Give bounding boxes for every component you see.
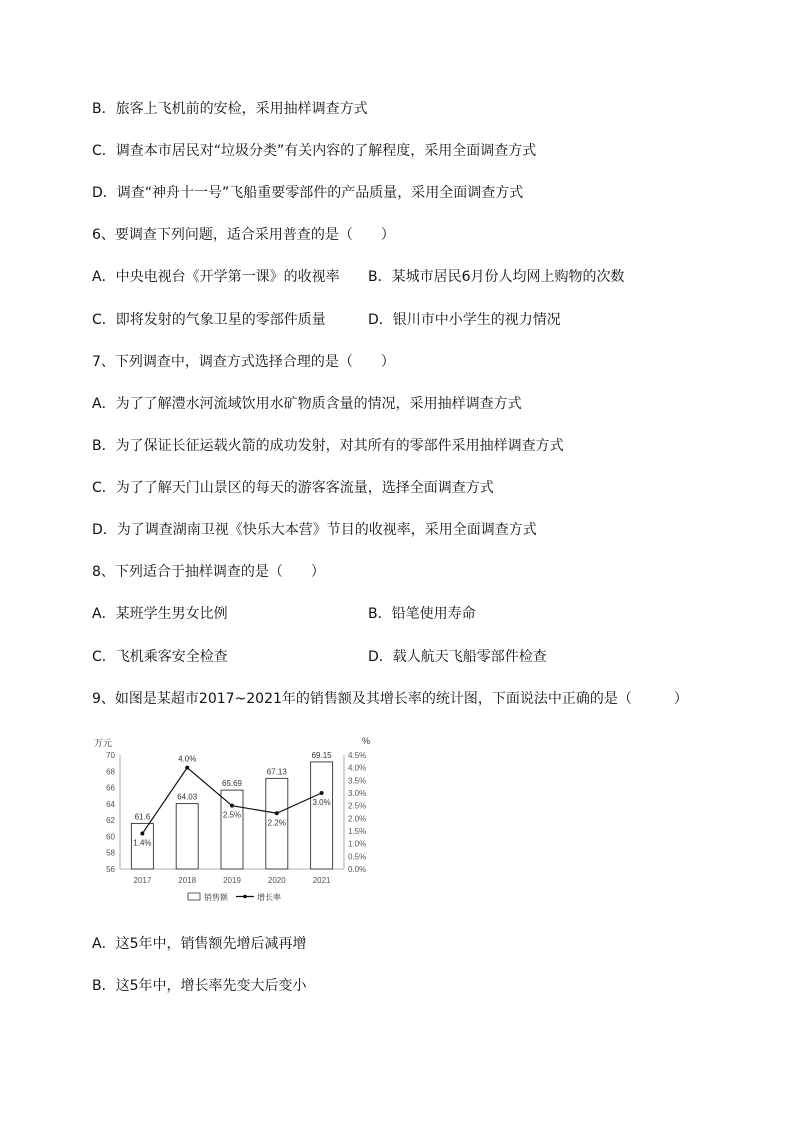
x-tick-label: 2018	[178, 876, 197, 885]
legend-bar-label: 销售额	[204, 893, 228, 902]
q9-option-b: B．这5年中，增长率先变大后变小	[92, 978, 307, 994]
q9-option-a: A．这5年中，销售额先增后减再增	[92, 936, 307, 952]
y-left-tick-label: 64	[106, 799, 115, 809]
q7-option-b: B．为了保证长征运载火箭的成功发射，对其所有的零部件采用抽样调查方式	[92, 438, 564, 454]
x-tick-label: 2020	[267, 876, 286, 885]
growth-point-label: 2.2%	[267, 818, 286, 828]
q5-option-c: C．调查本市居民对“垃圾分类”有关内容的了解程度，采用全面调查方式	[92, 143, 537, 159]
x-tick-label: 2017	[133, 876, 152, 885]
y-right-tick-label: 1.5%	[348, 827, 367, 836]
sales-bar	[221, 790, 243, 869]
y-right-tick-label: 1.0%	[348, 839, 367, 849]
y-left-tick-label: 58	[106, 848, 115, 858]
q8-option-b: B．铅笔使用寿命	[368, 606, 476, 622]
y-right-tick-label: 2.0%	[348, 814, 367, 824]
y-right-unit: %	[362, 736, 371, 746]
q7-option-d: D．为了调查湖南卫视《快乐大本营》节目的收视率，采用全面调查方式	[92, 522, 537, 538]
q7-stem: 7、下列调查中，调查方式选择合理的是（ ）	[92, 354, 395, 370]
q9-stem: 9、如图是某超市2017~2021年的销售额及其增长率的统计图，下面说法中正确的是（ ）	[92, 691, 688, 707]
growth-point	[320, 791, 324, 795]
sales-bar-label: 69.15	[311, 750, 332, 760]
growth-point-label: 1.4%	[133, 838, 152, 848]
q7-option-a: A．为了了解澧水河流域饮用水矿物质含量的情况，采用抽样调查方式	[92, 396, 522, 412]
sales-bar-label: 67.13	[266, 767, 287, 777]
growth-point	[275, 811, 279, 815]
growth-point	[230, 804, 234, 808]
sales-growth-chart	[88, 733, 388, 913]
q8-option-c: C．飞机乘客安全检查	[92, 649, 228, 665]
y-left-tick-label: 70	[106, 751, 115, 760]
q6-option-d: D．银川市中小学生的视力情况	[368, 312, 561, 328]
y-left-tick-label: 60	[106, 832, 115, 842]
legend-bar-swatch	[188, 893, 200, 900]
y-right-tick-label: 3.5%	[348, 776, 367, 786]
q6-option-c: C．即将发射的气象卫星的零部件质量	[92, 312, 326, 328]
y-right-tick-label: 3.0%	[348, 789, 367, 798]
q6-option-a: A．中央电视台《开学第一课》的收视率	[92, 269, 340, 285]
growth-point-label: 3.0%	[312, 798, 331, 807]
q7-option-c: C．为了了解天门山景区的每天的游客客流量，选择全面调查方式	[92, 480, 494, 496]
growth-point	[140, 832, 144, 836]
q6-option-b: B．某城市居民6月份人均网上购物的次数	[368, 269, 625, 285]
x-tick-label: 2021	[312, 876, 331, 885]
sales-bar	[311, 762, 333, 869]
growth-point	[185, 766, 189, 770]
q8-stem: 8、下列适合于抽样调查的是（ ）	[92, 564, 325, 580]
legend-line-marker	[243, 895, 247, 899]
growth-point-label: 4.0%	[178, 754, 197, 764]
y-left-tick-label: 56	[106, 865, 115, 874]
q5-option-b: B．旅客上飞机前的安检，采用抽样调查方式	[92, 101, 368, 117]
x-tick-label: 2019	[223, 876, 241, 885]
sales-bar-label: 61.6	[134, 812, 151, 822]
y-left-unit: 万元	[94, 738, 113, 748]
y-right-tick-label: 4.5%	[348, 751, 367, 760]
q8-option-d: D．载人航天飞船零部件检查	[368, 649, 547, 665]
q8-option-a: A．某班学生男女比例	[92, 606, 228, 622]
y-right-tick-label: 0.0%	[348, 865, 367, 874]
y-left-tick-label: 66	[106, 783, 115, 793]
sales-bar-label: 64.03	[177, 792, 198, 802]
y-right-tick-label: 4.0%	[348, 763, 367, 773]
growth-point-label: 2.5%	[222, 810, 242, 820]
y-left-tick-label: 68	[106, 767, 115, 777]
y-right-tick-label: 2.5%	[348, 801, 367, 811]
y-right-tick-label: 0.5%	[348, 852, 367, 862]
q5-option-d: D．调查“神舟十一号”飞船重要零部件的产品质量，采用全面调查方式	[92, 185, 524, 201]
y-left-tick-label: 62	[106, 816, 115, 826]
legend-line-label: 增长率	[257, 893, 281, 902]
sales-bar	[176, 804, 198, 869]
q6-stem: 6、要调查下列问题，适合采用普查的是（ ）	[92, 227, 395, 243]
sales-bar-label: 65.69	[221, 779, 243, 789]
